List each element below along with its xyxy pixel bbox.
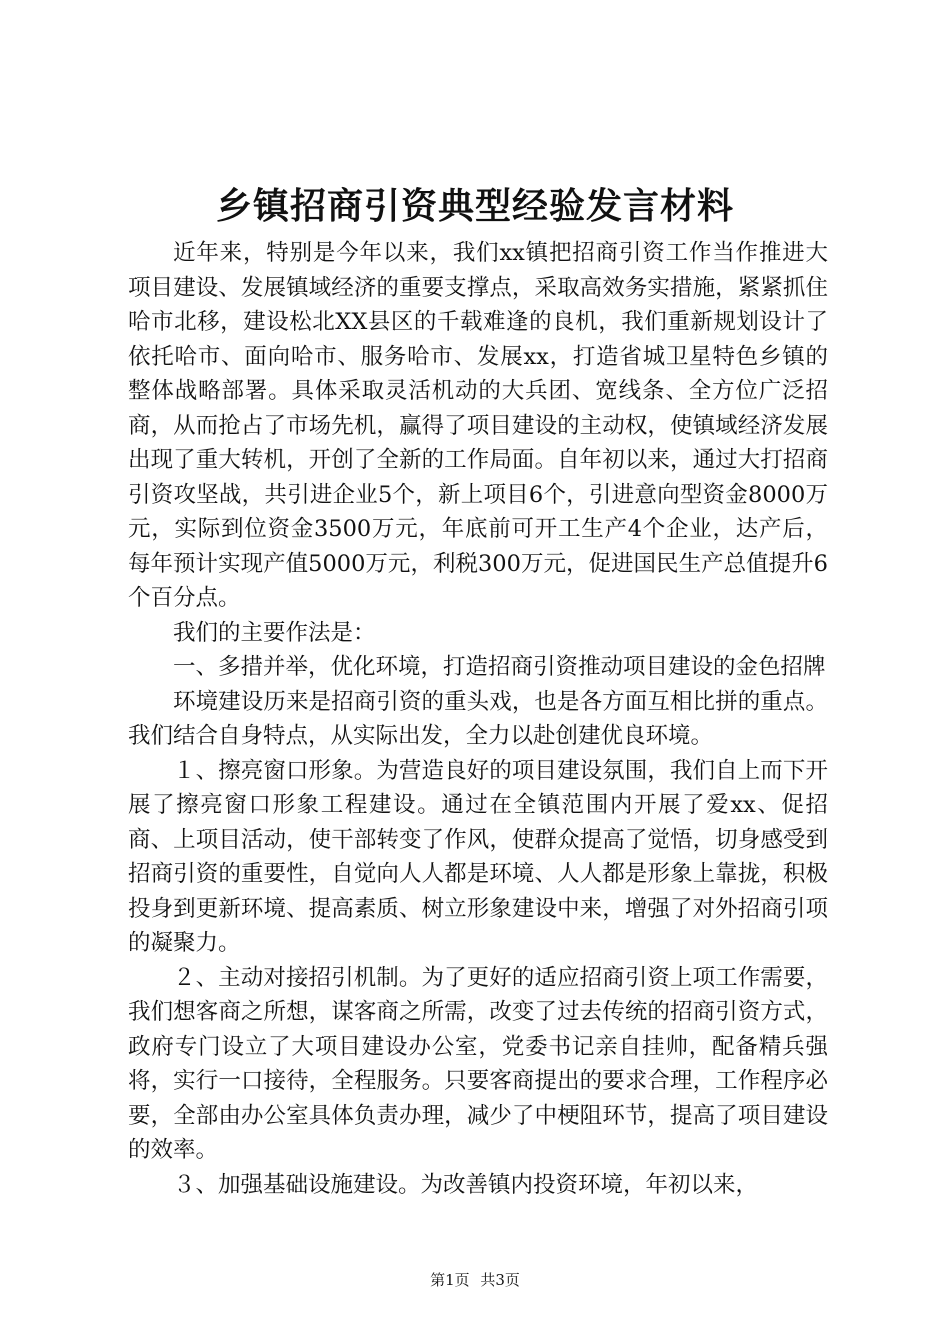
paragraph-environment: 环境建设历来是招商引资的重头戏，也是各方面互相比拼的重点。我们结合自身特点，从实际出发，全力以赴创建优良环境。 xyxy=(128,688,828,749)
section-heading-1: 一、多措并举，优化环境，打造招商引资推动项目建设的金色招牌 xyxy=(173,654,826,680)
page-number: 第1页 xyxy=(430,1271,470,1289)
document-title: 乡镇招商引资典型经验发言材料 xyxy=(215,185,734,227)
paragraph-item-1: １、擦亮窗口形象。为营造良好的项目建设氛围，我们自上而下开展了擦亮窗口形象工程建设。通过在全镇范围内开展了爱xx、促招商、上项目活动，使干部转变了作风，使群众提高了觉悟，切身感受到招商引资的重要性，自觉向人人都是环境、人人都是形象上靠拢，积极投身到更新环境、提高素质、树立形象建设中来，增强了对外招商引项的凝聚力。 xyxy=(128,757,828,956)
paragraph-item-3: ３、加强基础设施建设。为改善镇内投资环境，年初以来， xyxy=(173,1171,759,1198)
page-total: 共3页 xyxy=(480,1271,520,1289)
page-footer xyxy=(0,1270,950,1290)
paragraph-item-2: ２、主动对接招引机制。为了更好的适应招商引资上项工作需要，我们想客商之所想，谋客商之所需，改变了过去传统的招商引资方式，政府专门设立了大项目建设办公室，党委书记亲自挂帅，配备精兵强将，实行一口接待，全程服务。只要客商提出的要求合理，工作程序必要，全部由办公室具体负责办理，减少了中梗阻环节，提高了项目建设的效率。 xyxy=(128,964,828,1163)
paragraph-methods-lead: 我们的主要作法是： xyxy=(173,619,376,646)
document-body xyxy=(128,236,828,1202)
paragraph-intro: 近年来，特别是今年以来，我们xx镇把招商引资工作当作推进大项目建设、发展镇域经济的重要支撑点，采取高效务实措施，紧紧抓住哈市北移，建设松北XX县区的千载难逢的良机，我们重新规划设计了依托哈市、面向哈市、服务哈市、发展xx，打造省城卫星特色乡镇的整体战略部署。具体采取灵活机动的大兵团、宽线条、全方位广泛招商，从而抢占了市场先机，赢得了项目建设的主动权，使镇域经济发展出现了重大转机，开创了全新的工作局面。自年初以来，通过大打招商引资攻坚战，共引进企业5个，新上项目6个，引进意向型资金8000万元，实际到位资金3500万元，年底前可开工生产4个企业，达产后，每年预计实现产值5000万元，利税300万元，促进国民生产总值提升6个百分点。 xyxy=(128,240,828,611)
